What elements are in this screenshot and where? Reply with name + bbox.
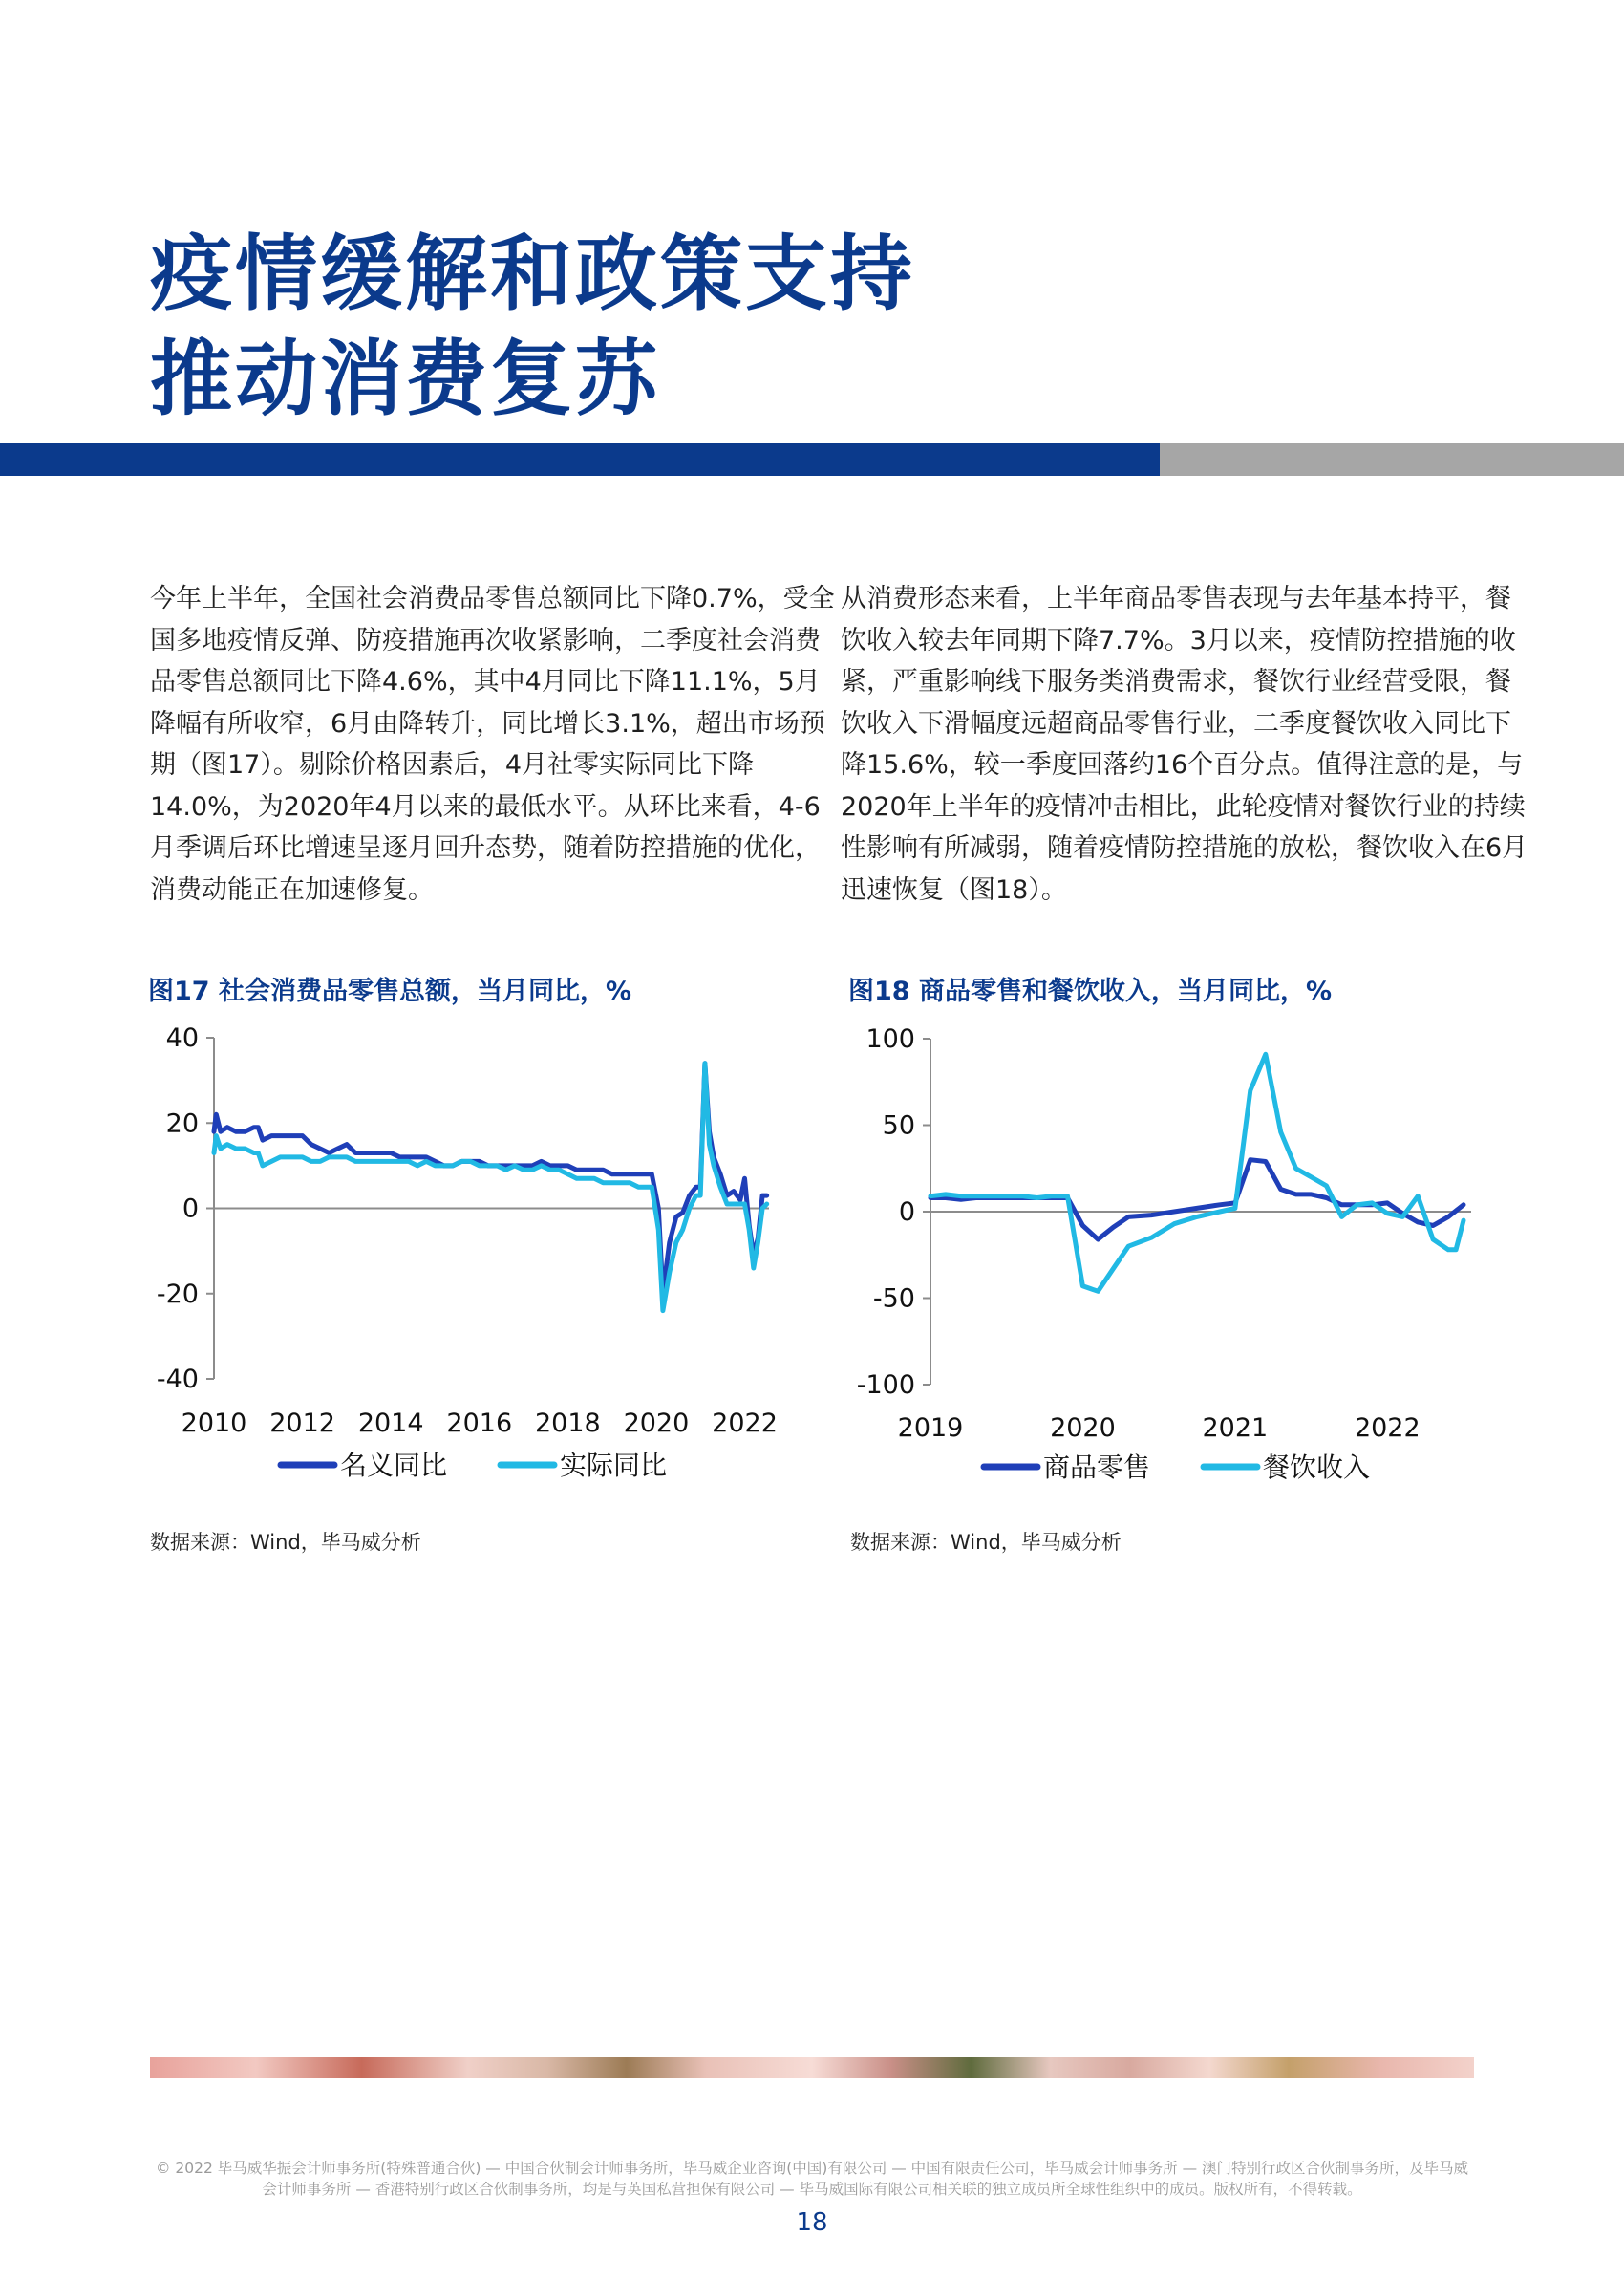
y-tick-label: 0 (898, 1197, 915, 1227)
x-tick-label: 2019 (897, 1413, 964, 1443)
body-paragraph-left: 今年上半年，全国社会消费品零售总额同比下降0.7%，受全国多地疫情反弹、防疫措施再次收紧影响，二季度社会消费品零售总额同比下降4.6%，其中4月同比下降11.1%，5月降幅有所收窄，6月由降转升，同比增长3.1%，超出市场预期（图17）。剔除价格因素后，4月社零实际同比下降14.0%，为2020年4月以来的最低水平。从环比来看，4-6月季调后环比增速呈逐月回升态势，随着防控措施的优化，消费动能正在加速修复。 (150, 584, 835, 905)
y-tick-label: -50 (872, 1283, 915, 1314)
title-rule-blue (0, 443, 1160, 476)
y-tick-label: 50 (882, 1110, 915, 1141)
figure-18-title: 图18 商品零售和餐饮收入，当月同比，% (848, 977, 1333, 1006)
series-line-2 (214, 1064, 767, 1311)
x-tick-label: 2014 (357, 1409, 424, 1438)
page-number: 18 (796, 2208, 828, 2237)
chart-figure-18 (831, 1013, 1500, 1491)
x-tick-label: 2020 (623, 1409, 690, 1438)
figure-17-title: 图17 社会消费品零售总额，当月同比，% (148, 977, 632, 1006)
series-line-2 (930, 1054, 1464, 1291)
y-tick-label: -20 (156, 1279, 199, 1309)
legend-label-1: 名义同比 (340, 1450, 448, 1481)
y-tick-label: 0 (182, 1194, 199, 1224)
y-tick-label: -40 (156, 1365, 199, 1394)
series-line-1 (930, 1160, 1464, 1239)
chart-figure-17 (134, 1013, 802, 1491)
y-tick-label: 100 (865, 1024, 915, 1054)
body-paragraph-right: 从消费形态来看，上半年商品零售表现与去年基本持平，餐饮收入较去年同期下降7.7%。3月以来，疫情防控措施的收紧，严重影响线下服务类消费需求，餐饮行业经营受限，餐饮收入下滑幅度远超商品零售行业，二季度餐饮收入同比下降15.6%，较一季度回落约16个百分点。值得注意的是，与2020年上半年的疫情冲击相比，此轮疫情对餐饮行业的持续性影响有所减弱，随着疫情防控措施的放松，餐饮收入在6月迅速恢复（图18）。 (841, 584, 1528, 905)
y-tick-label: 20 (165, 1108, 199, 1139)
figure-17-source: 数据来源：Wind，毕马威分析 (150, 1531, 421, 1554)
figure-18-source: 数据来源：Wind，毕马威分析 (850, 1531, 1122, 1554)
x-tick-label: 2010 (181, 1409, 247, 1438)
y-tick-label: 40 (165, 1023, 199, 1053)
x-tick-label: 2020 (1050, 1413, 1116, 1443)
footer-legal-text: © 2022 毕马威华振会计师事务所(特殊普通合伙) — 中国合伙制会计师事务所，毕马威企业咨询(中国)有限公司 — 中国有限责任公司，毕马威会计师事务所 — 澳门特别行政区合伙制事务所，及毕马威会计师事务所 — 香港特别行政区合伙制事务所，均是与英国私营担保有限公司 — 毕马威国际有限公司相关联的独立成员所全球性组织中的成员。版权所有，不得转载。 (155, 2160, 1469, 2198)
decorative-photo-strip (150, 2057, 1474, 2078)
series-line-1 (214, 1064, 767, 1294)
x-tick-label: 2016 (446, 1409, 513, 1438)
page-title-line-1: 疫情缓解和政策支持 (150, 226, 915, 322)
legend-label-2: 实际同比 (560, 1450, 668, 1481)
y-tick-label: -100 (856, 1370, 915, 1400)
page-title (150, 222, 1201, 432)
x-tick-label: 2021 (1202, 1413, 1269, 1443)
x-tick-label: 2018 (534, 1409, 601, 1438)
legend-label-2: 餐饮收入 (1263, 1452, 1371, 1483)
x-tick-label: 2022 (1354, 1413, 1421, 1443)
title-rule-grey (1160, 443, 1624, 476)
x-tick-label: 2012 (269, 1409, 335, 1438)
page-title-line-2: 推动消费复苏 (150, 332, 660, 427)
legend-label-1: 商品零售 (1043, 1452, 1151, 1483)
x-tick-label: 2022 (712, 1409, 778, 1438)
